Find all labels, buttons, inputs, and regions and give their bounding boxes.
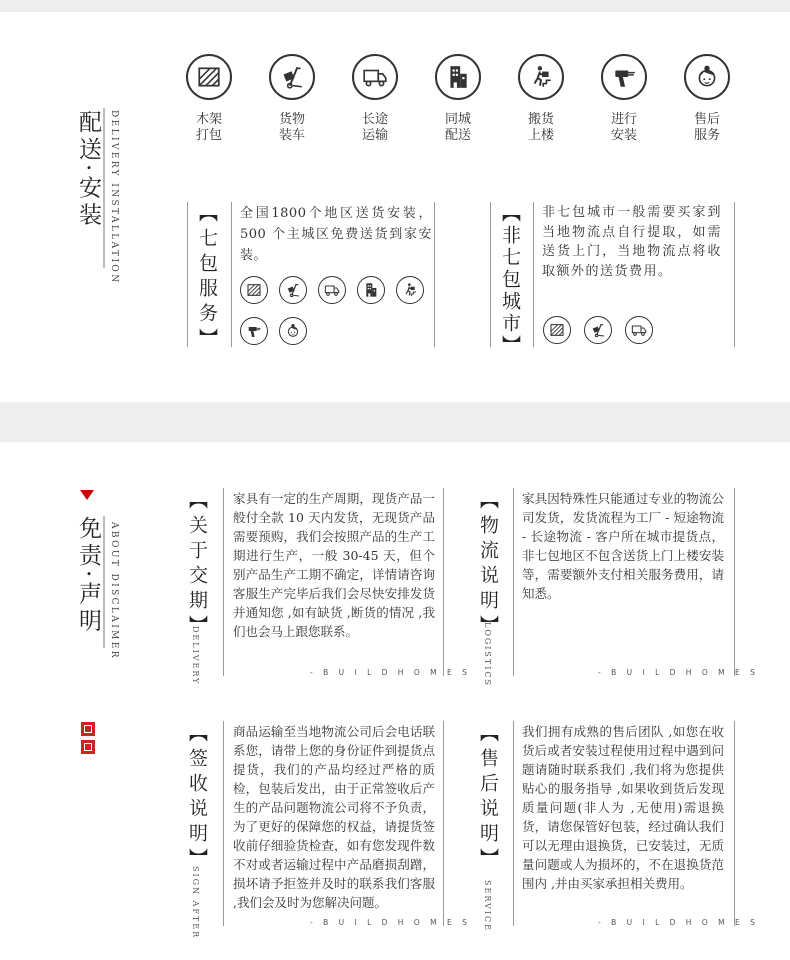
hand-truck-icon	[279, 276, 307, 304]
icon-label: 搬货 上楼	[527, 112, 554, 143]
red-seal-stamp	[81, 722, 95, 756]
delivery-subtitle: DELIVERY INSTALLATION	[109, 110, 119, 285]
section-sub-logistics: LOGISTICS	[483, 622, 492, 687]
section-right-line	[734, 488, 735, 676]
brand-text: - B U I L D H O M E S	[598, 668, 759, 677]
delivery-icon-row	[186, 54, 746, 154]
section-text-logistics: 家具因特殊性只能通过专业的物流公司发货，发货流程为工厂 - 短途物流 - 长途物流 - 客户所在城市提货点，非七包地区不包含送货上门上楼安装等，需要额外支付相关服务费用，请知悉。	[522, 491, 724, 601]
truck-icon	[352, 54, 398, 100]
box1-title: 【七包服务】	[196, 203, 218, 353]
section-sub-service: SERVICE	[483, 880, 492, 932]
section-text-service: 我们拥有成熟的售后团队 ,如您在收货后或者安装过程使用过程中遇到问题请随时联系我们 ,我们将为您提供贴心的服务指导 ,如果收到货后发现质量问题(非人为 ,无使用)需退换货，请您保管好包装，经过确认我们可以无理由退换货，已安装过，无质量问题或人为损坏的，不在退换货范围内 ,并由买家承担相关费用。	[522, 724, 724, 891]
truck-icon	[625, 316, 653, 344]
icon-label: 货物 装车	[278, 112, 305, 143]
disclaimer-subtitle: ABOUT DISCLAIMER	[109, 522, 119, 660]
section-right-line	[734, 721, 735, 926]
drill-icon	[240, 317, 268, 345]
box1-text: 全国1800个地区送货安装，500 个主城区免费送货到家安装。	[240, 206, 432, 263]
section-right-line	[443, 721, 444, 926]
stairs-carry-icon	[396, 276, 424, 304]
building-icon	[357, 276, 385, 304]
icon-label: 售后 服务	[693, 112, 720, 143]
icon-label: 同城 配送	[444, 112, 471, 143]
section-divider	[223, 488, 224, 676]
box2-left-line	[490, 202, 491, 347]
wood-crate-icon	[240, 276, 268, 304]
section-sub-delivery: DELIVERY	[191, 626, 200, 686]
service-person-icon	[684, 54, 730, 100]
section-text-sign: 商品运输至当地物流公司后会电话联系您，请带上您的身份证件到提货点提货，我们的产品均经过严格的质检，包装后发出，由于正常签收后产生的产品问题物流公司将不予负责，为了更好的保障您的权益，请提货签收前仔细验货检查，如有您发现件数不对或者运输过程中产品磨损刮蹭，损坏请予拒签并及时的联系我们客服 ,我们会及时为您解决问题。	[233, 724, 435, 910]
section-title-service: 【售后说明】	[477, 723, 499, 873]
disclaimer-title: 免责·声明	[75, 516, 101, 636]
disclaimer-title-bar	[103, 516, 105, 648]
section-text-delivery: 家具有一定的生产周期，现货产品一般付全款 10 天内发货，无现货产品需要预购，我们会按照产品的生产工期进行生产，一般 30-45 天，但个别产品生产工期不确定，详情请咨询客服生产完毕后我们会尽快安排发货并通知您 ,如有缺货 ,断货的情况 ,我们也会马上跟您联系。	[233, 491, 435, 639]
brand-text: - B U I L D H O M E S	[310, 668, 471, 677]
section-title-sign: 【签收说明】	[186, 723, 208, 873]
wood-crate-icon	[186, 54, 232, 100]
stairs-carry-icon	[518, 54, 564, 100]
top-band	[0, 0, 790, 12]
drill-icon	[601, 54, 647, 100]
building-icon	[435, 54, 481, 100]
icon-label: 木架 打包	[195, 112, 222, 143]
box1-divider	[231, 202, 232, 347]
box2-title: 【非七包城市】	[499, 203, 521, 357]
section-title-logistics: 【物流说明】	[477, 490, 499, 640]
icon-label: 长途 运输	[361, 112, 388, 143]
truck-icon	[318, 276, 346, 304]
box2-text: 非七包城市一般需要买家到当地物流点自行提取，如需送货上门，当地物流点将收取额外的送货费用。	[542, 205, 722, 279]
box2-right-line	[734, 202, 735, 347]
wood-crate-icon	[543, 316, 571, 344]
brand-text: - B U I L D H O M E S	[598, 918, 759, 927]
service-person-icon	[279, 317, 307, 345]
section-right-line	[443, 488, 444, 676]
brand-text: - B U I L D H O M E S	[310, 918, 471, 927]
section-divider	[223, 721, 224, 926]
delivery-title-bar	[103, 108, 105, 268]
box2-divider	[533, 202, 534, 347]
section-divider	[513, 721, 514, 926]
hand-truck-icon	[269, 54, 315, 100]
section-title-delivery: 【关于交期】	[186, 490, 208, 640]
section-divider	[513, 488, 514, 676]
hand-truck-icon	[584, 316, 612, 344]
section-sub-sign: SIGN AFTER	[191, 866, 200, 940]
box1-left-line	[187, 202, 188, 347]
delivery-title: 配送·安装	[75, 110, 101, 230]
middle-band	[0, 402, 790, 442]
box1-right-line	[434, 202, 435, 347]
icon-label: 进行 安装	[610, 112, 637, 143]
red-triangle-icon	[80, 490, 94, 500]
